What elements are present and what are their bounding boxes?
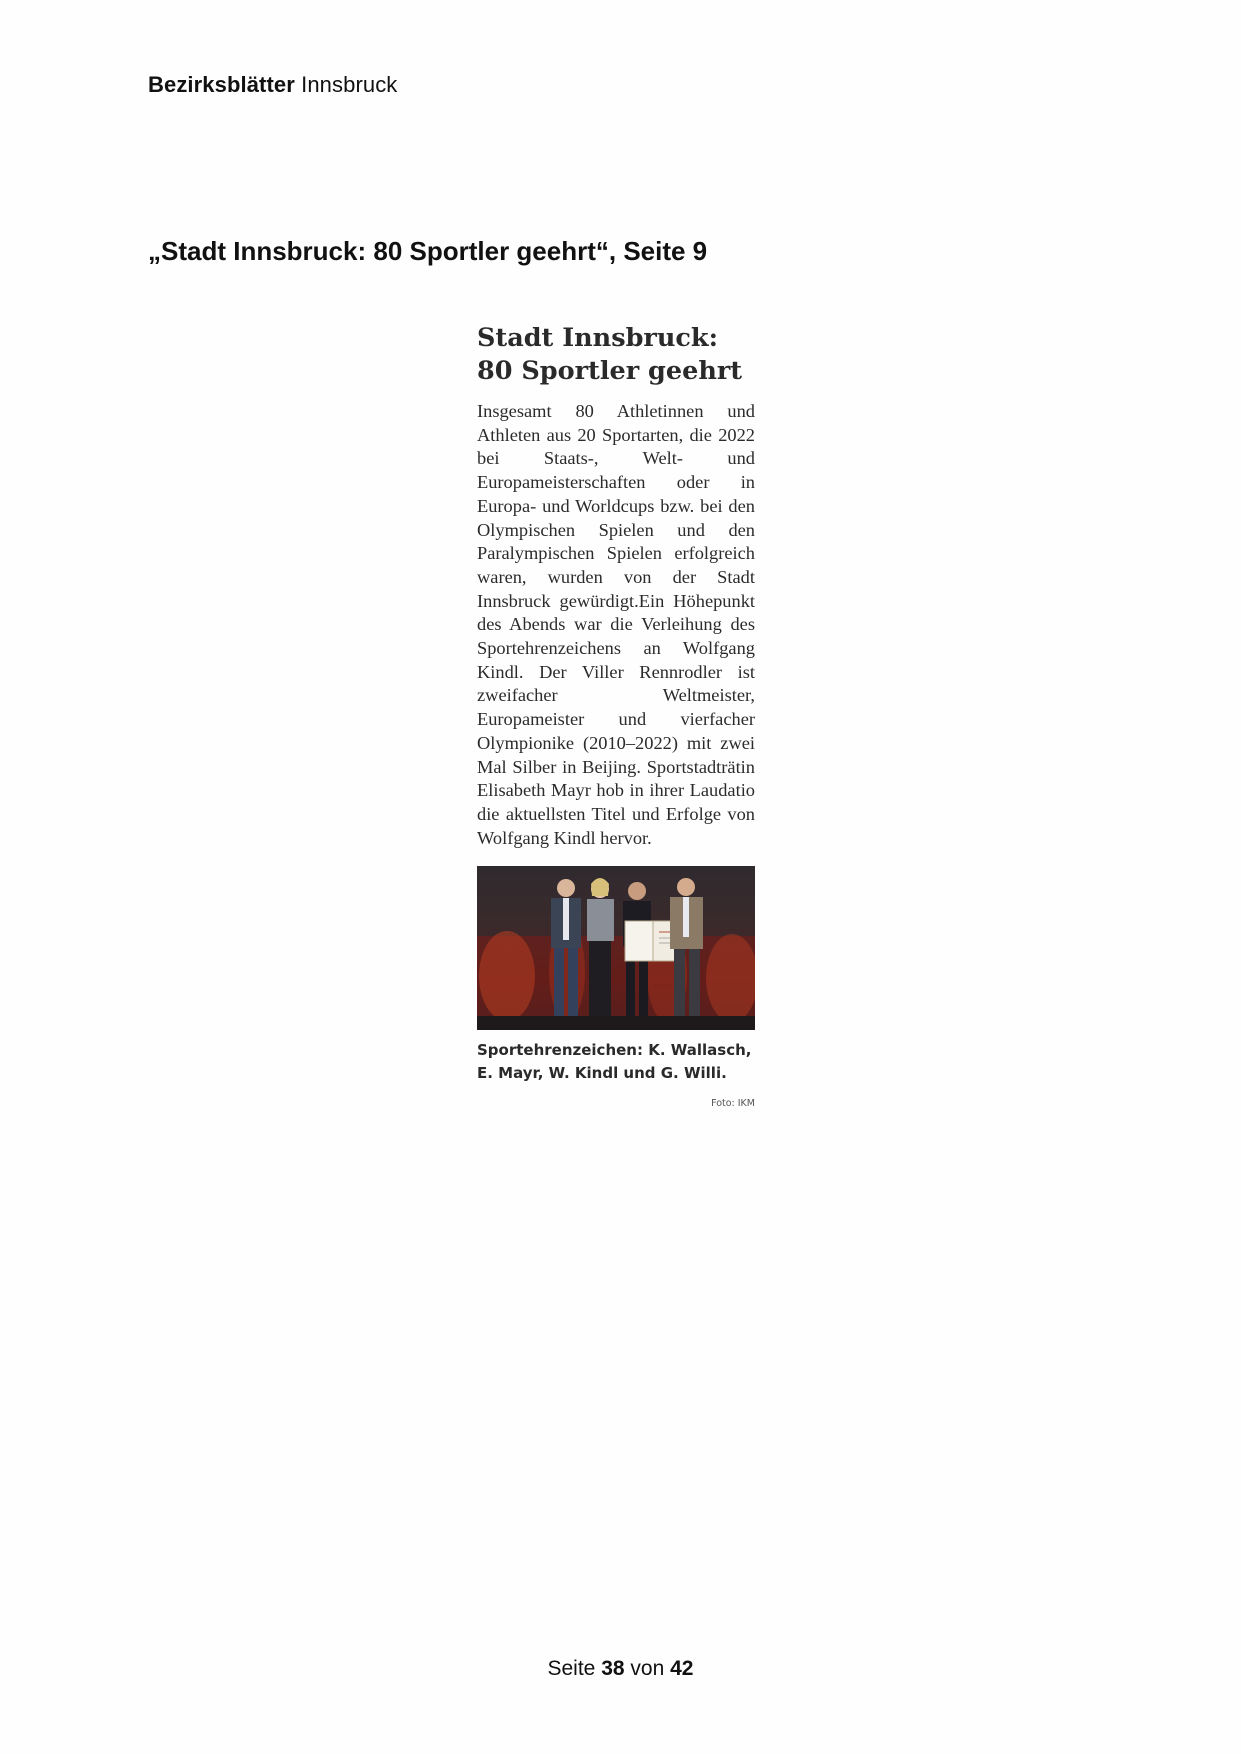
- page-of-label: von: [630, 1657, 665, 1680]
- article-clipping: [477, 322, 755, 850]
- headline-line-2: 80 Sportler geehrt: [477, 356, 743, 386]
- award-ceremony-photo: [477, 866, 755, 1030]
- photo-caption: [477, 1039, 755, 1115]
- article-headline: [477, 322, 755, 388]
- publication-name: Bezirksblätter: [148, 72, 295, 97]
- caption-text: Sportehrenzeichen: K. Wallasch, E. Mayr, W. Kindl und G. Willi.: [477, 1041, 752, 1082]
- article-photo: [477, 866, 755, 1030]
- current-page-number: 38: [601, 1657, 625, 1680]
- headline-line-1: Stadt Innsbruck:: [477, 323, 718, 353]
- article-body: Insgesamt 80 Athletinnen und Athleten aus 20 Sportarten, die 2022 bei Staats-, Welt- und Europameisterschaften oder in Europa- und Worldcups bzw. bei den Olympischen Spielen und den Paralympischen Spielen erfolgreich waren, wurden von der Stadt Innsbruck gewürdigt.Ein Höhepunkt des Abends war die Verleihung des Sportehrenzeichens an Wolfgang Kindl. Der Viller Rennrodler ist zweifacher Weltmeister, Europameister und vierfacher Olympionike (2010–2022) mit zwei Mal Silber in Beijing. Sportstadträtin Elisabeth Mayr hob in ihrer Laudatio die aktuellsten Titel und Erfolge von Wolfgang Kindl hervor.: [477, 401, 755, 848]
- source-header: [148, 72, 397, 98]
- page-label: Seite: [547, 1657, 596, 1680]
- publication-location: Innsbruck: [301, 72, 398, 97]
- clip-reference-title: „Stadt Innsbruck: 80 Sportler geehrt“, Seite 9: [148, 236, 708, 266]
- photo-credit: Foto: IKM: [711, 1098, 755, 1109]
- total-page-count: 42: [670, 1657, 694, 1680]
- page-footer: [0, 1657, 1241, 1681]
